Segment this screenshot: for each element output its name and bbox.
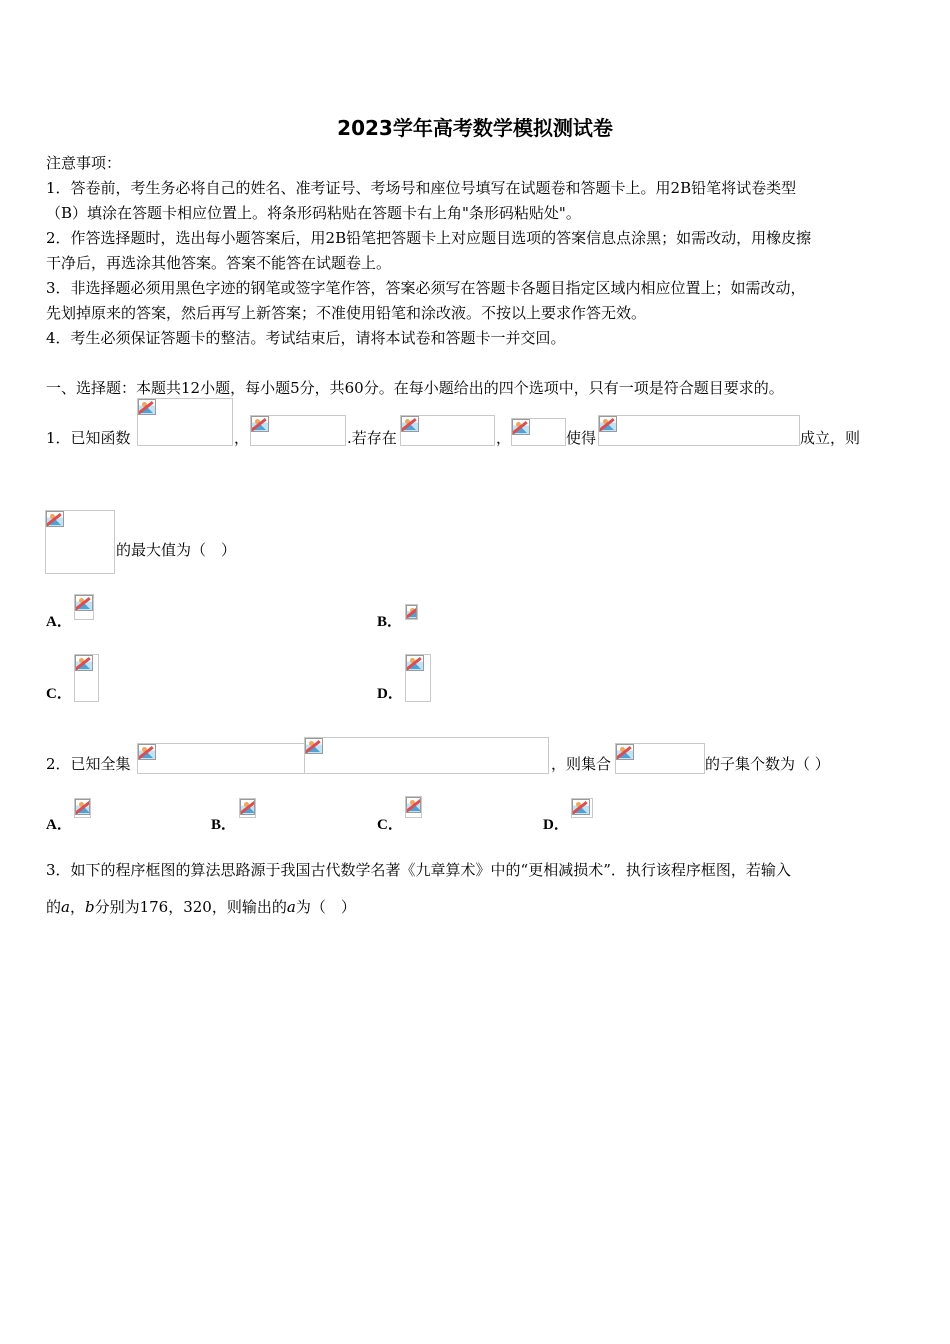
- q1-text-3: .若存在: [347, 429, 397, 447]
- broken-image-icon: [305, 738, 323, 754]
- q3-text: 的: [46, 898, 62, 916]
- broken-image-icon: [616, 744, 634, 760]
- q1-option-a[interactable]: A．: [46, 614, 72, 630]
- q3-line-2: [46, 896, 356, 917]
- q2-option-c-image: [405, 796, 422, 818]
- q2-formula-image: [137, 743, 305, 774]
- q2-text-3: 的子集个数为（ ）: [705, 755, 830, 773]
- broken-image-icon: [251, 416, 269, 432]
- q3-var-a: a: [286, 898, 296, 916]
- q1-option-d[interactable]: D．: [377, 686, 403, 702]
- q3-line-1: 3．如下的程序框图的算法思路源于我国古代数学名著《九章算术》中的“更相减损术”．执行该程序框图，若输入: [46, 861, 791, 879]
- q1-option-d-image: [405, 654, 431, 702]
- broken-image-icon: [138, 744, 156, 760]
- q1-text-1: 1．已知函数: [46, 429, 131, 447]
- q1-option-b-image: [405, 604, 418, 620]
- broken-image-icon: [75, 595, 93, 611]
- q1-formula-image: [400, 415, 495, 446]
- q1-formula-image: [598, 415, 800, 446]
- q2-option-b[interactable]: B．: [211, 817, 237, 833]
- notice-line-5: 3．非选择题必须用黑色字迹的钢笔或签字笔作答，答案必须写在答题卡各题目指定区域内相应位置上；如需改动，: [46, 279, 806, 297]
- q1-formula-image: [511, 418, 566, 446]
- q1-text-7: 的最大值为（ ）: [116, 541, 237, 559]
- q3-var-a: a: [61, 898, 70, 916]
- notice-line-4: 干净后，再选涂其他答案。答案不能答在试题卷上。: [46, 254, 392, 272]
- q1-text-6: 成立，则: [800, 429, 861, 447]
- q1-text-2: ，: [234, 429, 250, 447]
- broken-image-icon: [512, 419, 530, 435]
- notice-heading: 注意事项：: [46, 154, 122, 172]
- q2-option-b-image: [239, 798, 256, 818]
- q1-formula-image: [250, 415, 346, 446]
- notice-line-1: 1．答卷前，考生务必将自己的姓名、准考证号、考场号和座位号填写在试题卷和答题卡上。用2B铅笔将试卷类型: [46, 179, 797, 197]
- notice-line-3: 2．作答选择题时，选出每小题答案后，用2B铅笔把答题卡上对应题目选项的答案信息点涂黑；如需改动，用橡皮擦: [46, 229, 812, 247]
- q2-formula-image: [615, 743, 705, 774]
- broken-image-icon: [75, 655, 93, 671]
- q2-option-a[interactable]: A．: [46, 817, 72, 833]
- broken-image-icon: [406, 605, 417, 619]
- q1-option-b[interactable]: B．: [377, 614, 403, 630]
- q1-text-5: 使得: [566, 429, 597, 447]
- q1-text-4: ，: [496, 429, 512, 447]
- q3-text: 分别为176，320，则输出的: [94, 898, 287, 916]
- q3-text: ，: [69, 898, 85, 916]
- q2-text-1: 2．已知全集: [46, 755, 131, 773]
- q1-option-c-image: [74, 654, 99, 702]
- q2-option-d-image: [571, 798, 593, 818]
- q2-option-a-image: [74, 798, 91, 818]
- broken-image-icon: [406, 797, 421, 813]
- notice-line-2: （B）填涂在答题卡相应位置上。将条形码粘贴在答题卡右上角"条形码粘贴处"。: [46, 204, 581, 222]
- q3-text: 为（ ）: [295, 898, 356, 916]
- broken-image-icon: [572, 799, 590, 815]
- notice-line-6: 先划掉原来的答案，然后再写上新答案；不准使用铅笔和涂改液。不按以上要求作答无效。: [46, 304, 647, 322]
- broken-image-icon: [138, 399, 156, 415]
- q2-option-d[interactable]: D．: [543, 817, 569, 833]
- q3-var-b: b: [84, 898, 95, 916]
- broken-image-icon: [46, 511, 64, 527]
- section-heading: 一、选择题：本题共12小题，每小题5分，共60分。在每小题给出的四个选项中，只有一项是符合题目要求的。: [46, 379, 784, 397]
- q2-text-2: ，则集合: [551, 755, 612, 773]
- broken-image-icon: [599, 416, 617, 432]
- q1-option-c[interactable]: C．: [46, 686, 72, 702]
- notice-line-7: 4．考生必须保证答题卡的整洁。考试结束后，请将本试卷和答题卡一并交回。: [46, 329, 566, 347]
- q1-formula-image: [45, 510, 115, 574]
- q2-formula-image: [304, 737, 549, 774]
- q2-option-c[interactable]: C．: [377, 817, 403, 833]
- q1-option-a-image: [74, 594, 94, 620]
- broken-image-icon: [75, 799, 90, 815]
- broken-image-icon: [406, 655, 424, 671]
- page-title: 2023学年高考数学模拟测试卷: [337, 116, 613, 140]
- broken-image-icon: [240, 799, 255, 815]
- q1-formula-image: [137, 398, 233, 446]
- broken-image-icon: [401, 416, 419, 432]
